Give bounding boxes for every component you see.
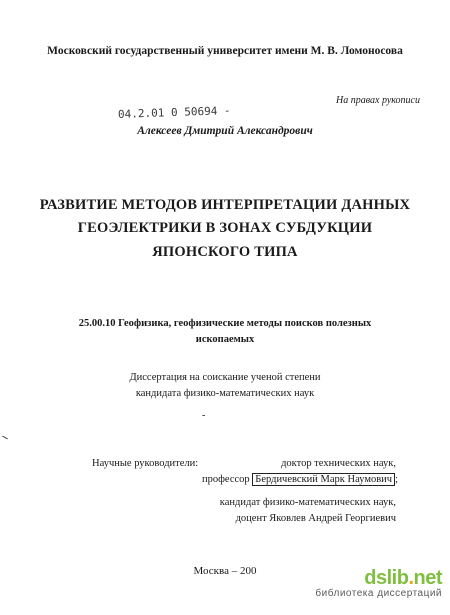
advisor-1-line	[202, 474, 398, 485]
specialty-line: 25.00.10 Геофизика, геофизические методы поисков полезных	[78, 318, 372, 329]
thesis-title-line: ЯПОНСКОГО ТИПА	[152, 244, 298, 260]
watermark-logo-dot: .	[408, 567, 414, 589]
advisor-1-trailing: ;	[395, 474, 398, 485]
manuscript-rights-note: На правах рукописи	[336, 95, 420, 106]
degree-statement-line: Диссертация на соискание ученой степени	[129, 372, 321, 383]
watermark-logo	[315, 567, 442, 590]
thesis-title-line: ГЕОЭЛЕКТРИКИ В ЗОНАХ СУБДУКЦИИ	[77, 220, 373, 236]
author-name: Алексеев Дмитрий Александрович	[137, 125, 313, 137]
watermark-logo-main: dslib	[364, 567, 409, 589]
advisor-1-name: Бердичевский Марк Наумович	[252, 473, 395, 486]
advisors-label: Научные руководители:	[92, 458, 199, 469]
degree-statement-line: кандидата физико-математических наук	[135, 388, 315, 399]
watermark-subtitle: библиотека диссертаций	[315, 588, 442, 599]
advisor-2-degree: кандидат физико-математических наук,	[219, 497, 396, 508]
advisor-1-degree: доктор технических наук,	[281, 458, 396, 469]
thesis-title-line: РАЗВИТИЕ МЕТОДОВ ИНТЕРПРЕТАЦИИ ДАННЫХ	[39, 197, 411, 213]
stray-mark: -	[202, 410, 206, 421]
watermark-logo-tld: net	[413, 567, 442, 589]
advisor-1-rank: профессор	[202, 474, 250, 485]
city-year: Москва – 200	[193, 565, 257, 577]
library-stamp-number: 04.2.01 0 50694 -	[117, 104, 231, 121]
margin-tick-mark	[2, 436, 8, 440]
specialty-line: ископаемых	[195, 334, 255, 345]
university-name: Московский государственный университет имени М. В. Ломоносова	[47, 45, 403, 57]
advisor-2-name: доцент Яковлев Андрей Георгиевич	[235, 513, 396, 524]
watermark	[315, 567, 442, 599]
